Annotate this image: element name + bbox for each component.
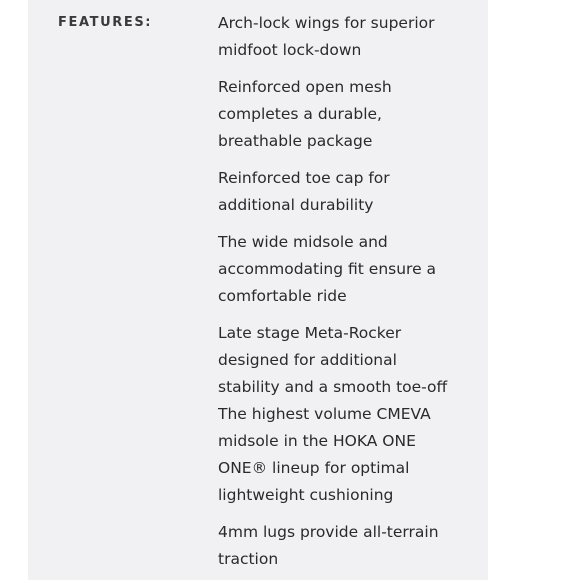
feature-item-meta-rocker: Late stage Meta-Rocker designed for additional stability and a smooth toe-off xyxy=(218,324,448,396)
feature-item-open-mesh: Reinforced open mesh completes a durable, breathable package xyxy=(218,78,392,150)
feature-item-cmeva-midsole: The highest volume CMEVA midsole in the HOKA ONE ONE® lineup for optimal lightweight cushioning xyxy=(218,405,431,504)
feature-item-wide-midsole: The wide midsole and accommodating fit ensure a comfortable ride xyxy=(218,233,437,305)
feature-item-lugs: 4mm lugs provide all-terrain traction xyxy=(218,523,439,568)
feature-item-arch-lock: Arch-lock wings for superior midfoot lock-down xyxy=(218,14,435,59)
features-list xyxy=(218,10,480,583)
features-heading: FEATURES: xyxy=(58,15,153,30)
feature-item-toe-cap: Reinforced toe cap for additional durability xyxy=(218,169,390,214)
